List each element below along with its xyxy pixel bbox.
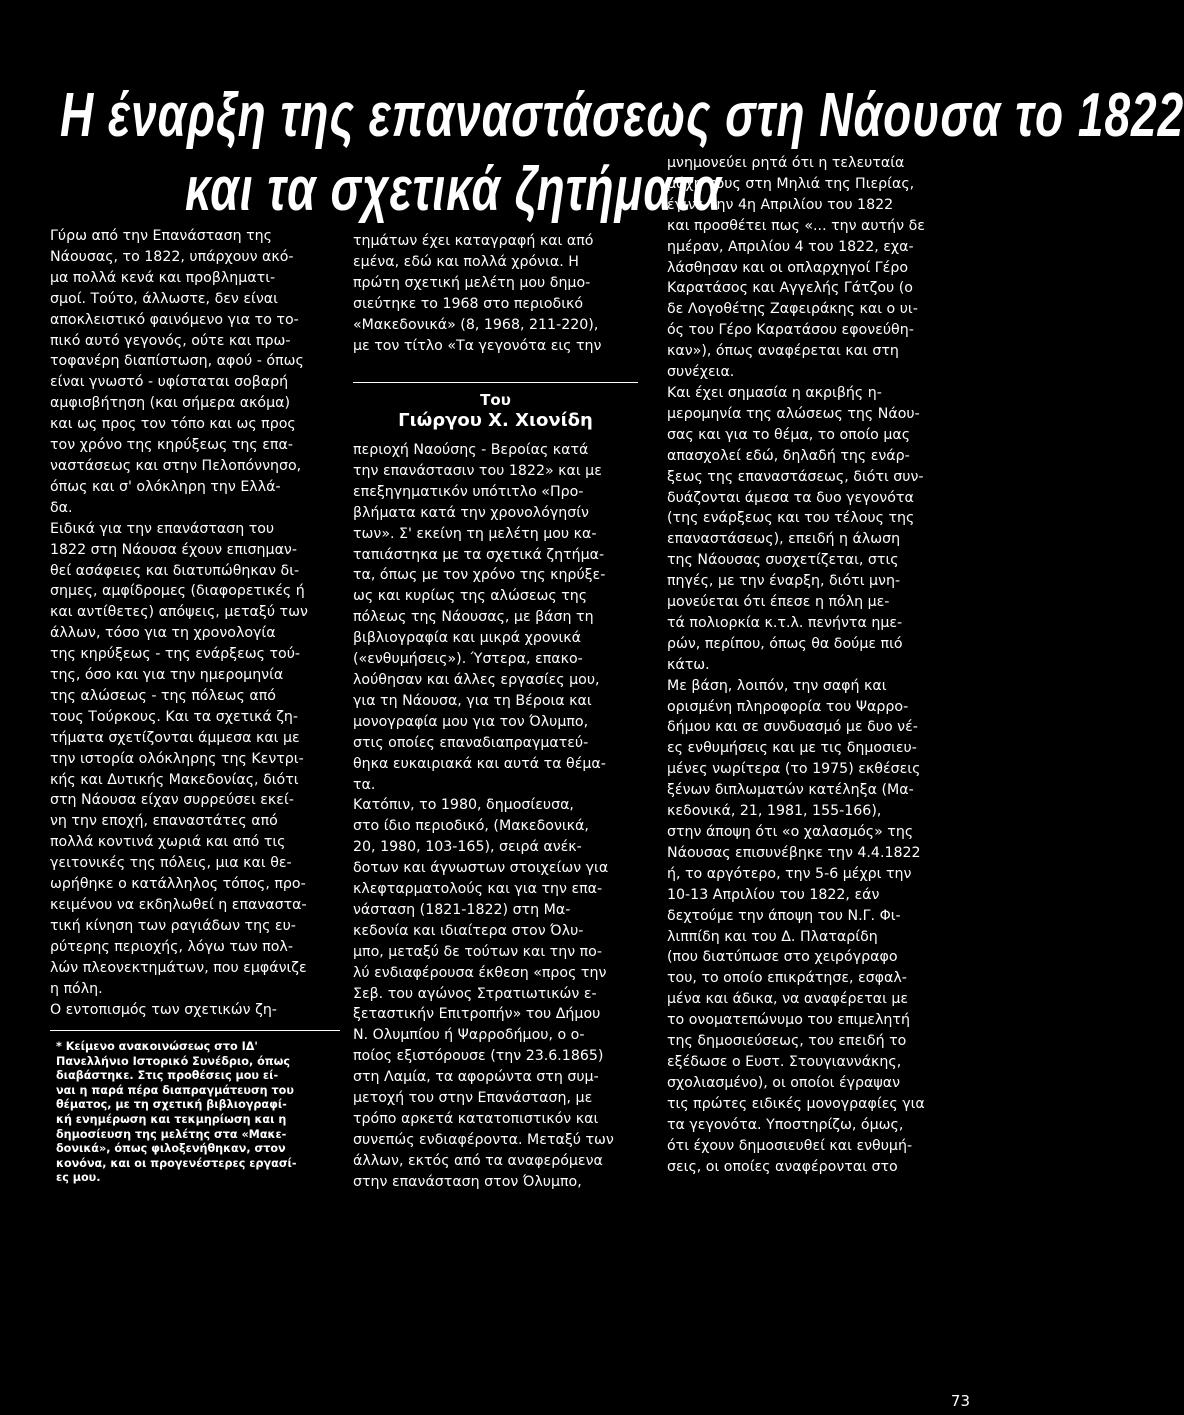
author-name: Γιώργου Χ. Χιονίδη	[398, 410, 593, 431]
article-column-1: Γύρω από την Επανάσταση της Νάουσας, το 1822, υπάρχουν ακό- μα πολλά κενά και προβληματι- σμοί. Τούτο, άλλωστε, δεν είναι αποκλειστικό φαινόμενο για το το- πικό αυτό γεγονός, ούτε και πρω- τοφανέρη διαπίστωση, αφού - όπως είναι γνωστό - υφίσταται σοβαρή αμφισβήτηση (και σήμερα ακόμα) και ως προς τον τόπο και ως προς τον χρόνο της κηρύξεως της επα- ναστάσεως και στην Πελοπόννησο, όπως και σ' ολόκληρη την Ελλά- δα. Ειδικά για την επανάσταση του 1822 στη Νάουσα έχουν επισημαν- θεί ασάφειες και διατυπώθηκαν δι- σημες, αμφίδρομες (διαφορετικές ή και αντίθετες) απόψεις, μεταξύ των άλλων, τόσο για τη χρονολογία της κηρύξεως - της ενάρξεως τού- της, όσο και για την ημερομηνία της αλώσεως - της πόλεως από τους Τούρκους. Και τα σχετικά ζη- τήματα σχετίζονται άμμεσα και με την ιστορία ολόκληρης της Κεντρι- κής και Δυτικής Μακεδονίας, διότι στη Νάουσα είχαν συρρεύσει εκεί- νη την εποχή, επαναστάτες από πολλά κοντινά χωριά και από τις γειτονικές της πόλεις, μια και θε- ωρήθηκε ο κατάλληλος τόπος, προ- κειμένου να εκδηλωθεί η επαναστα- τική κίνηση των ραγιάδων της ευ- ρύτερης περιοχής, λόγω των πολ- λών πλεονεκτημάτων, που εμφάνιζε η πόλη. Ο εντοπισμός των σχετικών ζη-	[50, 228, 308, 1018]
article-column-2: περιοχή Ναούσης - Βεροίας κατά την επανάστασιν του 1822» και με επεξηγηματικόν υπότιτλο «Προ- βλήματα κατά την χρονολόγησίν των». Σ' εκείνη τη μελέτη μου κα- ταπιάστηκα με τα σχετικά ζητήμα- τα, όπως με τον χρόνο της κηρύξε- ως και κυρίως της αλώσεως της πόλεως της Νάουσας, με βάση τη βιβλιογραφία και μικρά χρονικά («ενθυμήσεις»). Ύστερα, επακο- λούθησαν και άλλες εργασίες μου, για τη Νάουσα, για τη Βέροια και μονογραφία μου για τον Όλυμπο, στις οποίες επαναδιαπραγματεύ- θηκα ευκαιριακά και αυτά τα θέμα- τα. Κατόπιν, το 1980, δημοσίευσα, στο ίδιο περιοδικό, (Μακεδονικά, 20, 1980, 103-165), σειρά ανέκ- δοτων και άγνωστων στοιχείων για κλεφταρματολούς και για την επα- νάσταση (1821-1822) στη Μα- κεδονία και ιδιαίτερα στον Όλυ- μπο, μεταξύ δε τούτων και την πο- λύ ενδιαφέρουσα έκθεση «προς την Σεβ. του αγώνος Στρατιωτικών ε- ξεταστικήν Επιτροπήν» του Δήμου Ν. Ολυμπίου ή Ψαρροδήμου, ο ο- ποίος εξιστόρουσε (την 23.6.1865) στη Λαμία, τα αφορώντα στη συμ- μετοχή του στην Επανάσταση, με τρόπο αρκετά κατατοπιστικόν και συνεπώς ενδιαφέροντα. Μεταξύ των άλλων, εκτός από τα αναφερόμενα στην επανάσταση στον Όλυμπο,	[353, 442, 614, 1190]
article-title-line2: και τα σχετικά ζητήματα	[185, 153, 723, 224]
article-title-line1: Η έναρξη της επαναστάσεως στη Νάουσα το 1822	[60, 79, 1184, 150]
footnote-divider	[50, 1030, 340, 1031]
byline-label: Του	[480, 391, 511, 409]
page-number: 73	[950, 1392, 970, 1410]
article-column-2-intro: τημάτων έχει καταγραφή και από εμένα, εδώ και πολλά χρόνια. Η πρώτη σχετική μελέτη μου δημο- σιεύτηκε το 1968 στο περιοδικό «Μακεδονικά» (8, 1968, 211-220), με τον τίτλο «Τα γεγονότα εις την	[353, 233, 602, 354]
byline-divider	[353, 382, 638, 383]
footnote: * Κείμενο ανακοινώσεως στο ΙΔ' Πανελλήνιο Ιστορικό Συνέδριο, όπως διαβάστηκε. Στις προθέσεις μου εί- ναι η παρά πέρα διαπραγμάτευση του θέματος, με τη σχετική βιβλιογραφί- κή ενημέρωση και τεκμηρίωση και η δημοσίευση της μελέτης στα «Μακε- δονικά», όπως φιλοξενήθηκαν, στον κονόνα, και οι προγενέστερες εργασί- ες μου.	[56, 1040, 297, 1185]
article-column-3: μνημονεύει ρητά ότι η τελευταία μάχη τους στη Μηλιά της Πιερίας, έγινε την 4η Απριλίου του 1822 και προσθέτει πως «... την αυτήν δε ημέραν, Απριλίου 4 του 1822, εχα- λάσθησαν και οι οπλαρχηγοί Γέρο Καρατάσος και Αγγελής Γάτζου (ο δε Λογοθέτης Ζαφειράκης και ο υι- ός του Γέρο Καρατάσου εφονεύθη- καν»), όπως αναφέρεται και στη συνέχεια. Και έχει σημασία η ακριβής η- μερομηνία της αλώσεως της Νάου- σας και για το θέμα, το οποίο μας απασχολεί εδώ, δηλαδή της ενάρ- ξεως της επαναστάσεως, διότι συν- δυάζονται άμεσα τα δυο γεγονότα (της ενάρξεως και του τέλους της επαναστάσεως), επειδή η άλωση της Νάουσας συσχετίζεται, στις πηγές, με την έναρξη, διότι μνη- μονεύεται ότι έπεσε η πόλη με- τά πολιορκία κ.τ.λ. πενήντα ημε- ρών, περίπου, όπως θα δούμε πιό κάτω. Με βάση, λοιπόν, την σαφή και ορισμένη πληροφορία του Ψαρρο- δήμου και σε συνδυασμό με δυο νέ- ες ενθυμήσεις και με τις δημοσιευ- μένες νωρίτερα (το 1975) εκθέσεις ξένων διπλωματών κατέληξα (Μα- κεδονικά, 21, 1981, 155-166), στην άποψη ότι «ο χαλασμός» της Νάουσας επισυνέβηκε την 4.4.1822 ή, το αργότερο, την 5-6 μέχρι την 10-13 Απριλίου του 1822, εάν δεχτούμε την άποψη του Ν.Γ. Φι- λιππίδη και του Δ. Πλαταρίδη (που διατύπωσε στο χειρόγραφο του, το οποίο επικράτησε, εσφαλ- μένα και άδικα, να αναφέρεται με το ονοματεπώνυμο του επιμελητή της δημοσιεύσεως, του επειδή το εξέδωσε ο Ευστ. Στουγιαννάκης, σχολιασμένο), οι οποίοι έγραψαν τις πρώτες ειδικές μονογραφίες για τα γεγονότα. Υποστηρίζω, όμως, ότι έχουν δημοσιευθεί και ενθυμή- σεις, οι οποίες αναφέρονται στο	[667, 155, 925, 1175]
